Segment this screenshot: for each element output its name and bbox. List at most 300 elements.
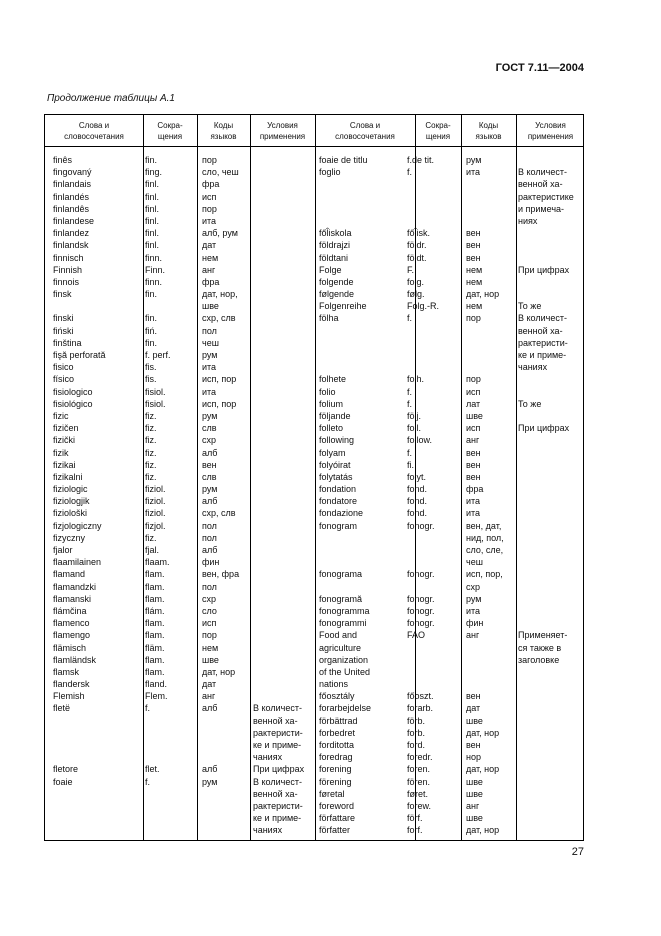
table-cell: flamsk — [53, 666, 80, 677]
table-cell: fond. — [407, 496, 428, 507]
table-cell: flamand — [53, 569, 86, 580]
table-cell: flaam. — [145, 557, 170, 568]
table-cell: и примеча- — [518, 203, 565, 214]
table-cell: Применяет- — [518, 630, 568, 641]
table-row — [45, 227, 583, 239]
table-row — [45, 239, 583, 251]
table-cell: ке и приме- — [253, 740, 302, 750]
table-cell: fonogr. — [407, 618, 435, 629]
table-cell: fizik — [53, 447, 69, 458]
table-cell: f. — [407, 313, 413, 324]
table-cell: пор — [202, 155, 217, 165]
table-cell: анг — [466, 630, 480, 641]
table-cell: flam. — [145, 569, 165, 580]
table-cell: исп, пор, — [466, 569, 503, 580]
table-cell: flandersk — [53, 679, 90, 690]
table-cell: forew. — [407, 800, 432, 811]
table-cell: foll. — [407, 423, 422, 434]
table-row — [45, 666, 583, 678]
table-cell: földtani — [319, 252, 349, 263]
table-cell: fin. — [145, 155, 158, 165]
standard-number: ГОСТ 7.11—2004 — [495, 62, 584, 74]
table-row — [45, 312, 583, 324]
table-row — [45, 702, 583, 714]
table-cell: forarb. — [407, 703, 434, 714]
table-cell: исп — [466, 386, 481, 397]
table-cell: finl. — [145, 240, 160, 251]
table-cell: fletore — [53, 764, 79, 775]
table-cell: fond. — [407, 484, 428, 495]
table-cell: fond. — [407, 508, 428, 519]
table-cell: чеш — [466, 557, 483, 568]
table-cell: finlandais — [53, 179, 92, 190]
table-row — [45, 605, 583, 617]
table-cell: fől̂iskola — [319, 228, 352, 239]
table-cell: дат, нор, — [202, 289, 238, 300]
table-cell: fonogram — [319, 520, 358, 531]
table-cell: flaamilainen — [53, 557, 102, 568]
table-cell: f. — [407, 447, 413, 458]
table-cell: fiziologic — [53, 484, 88, 495]
table-cell: forbedret — [319, 727, 356, 738]
table-cell: fonograma — [319, 569, 363, 580]
table-cell: fizyczny — [53, 532, 86, 543]
table-cell: вен — [466, 740, 481, 750]
table-cell: пол — [202, 532, 217, 543]
table-cell: flam. — [145, 593, 165, 604]
table-cell: finlandês — [53, 203, 90, 214]
table-cell: алб — [202, 447, 218, 458]
table-row — [45, 568, 583, 580]
table-cell: fi. — [407, 459, 415, 470]
table-cell: follow. — [407, 435, 433, 446]
table-cell: foredr. — [407, 752, 433, 763]
table-row — [45, 178, 583, 190]
table-cell: дат — [466, 703, 481, 714]
table-cell: fiński — [53, 325, 74, 336]
table-cell: ита — [466, 508, 481, 519]
table-cell: лат — [466, 398, 481, 409]
table-cell: fölha — [319, 313, 339, 324]
table-cell: fiz. — [145, 459, 157, 470]
table-cell: finlandsk — [53, 240, 89, 251]
table-row — [45, 337, 583, 349]
table-cell: исп — [202, 618, 217, 629]
table-cell: вен — [466, 228, 481, 239]
table-cell: В количест- — [253, 776, 302, 787]
table-cell: нем — [466, 301, 483, 312]
table-cell: förf. — [407, 813, 423, 824]
table-cell: вен — [466, 471, 481, 482]
table-cell: Folge — [319, 264, 342, 275]
table-cell: Flem. — [145, 691, 168, 702]
table-cell: foreword — [319, 800, 355, 811]
table-cell: foaie — [53, 776, 73, 787]
table-cell: схр — [202, 593, 217, 604]
table-cell: fizičen — [53, 423, 79, 434]
table-cell: анг — [202, 691, 216, 702]
table-cell: forening — [319, 764, 352, 775]
table-row — [45, 654, 583, 666]
table-cell: При цифрах — [253, 764, 305, 775]
table-cell: ита — [202, 215, 217, 226]
table-cell: шве — [466, 788, 483, 799]
table-cell: f. — [145, 703, 151, 714]
table-cell: fizikalni — [53, 471, 83, 482]
table-cell: folh. — [407, 374, 425, 385]
table-cell: finnisch — [53, 252, 84, 263]
table-cell: рум — [202, 484, 218, 495]
column-divider — [415, 115, 416, 840]
column-header: Коды языков — [210, 121, 237, 141]
table-cell: foren. — [407, 764, 431, 775]
table-cell: fől̂isk. — [407, 228, 431, 239]
table-cell: fisiol. — [145, 386, 166, 397]
table-cell: fis. — [145, 374, 157, 385]
table-cell: шве — [466, 715, 483, 726]
table-cell: fiziol. — [145, 508, 166, 519]
column-header: Коды языков — [475, 121, 502, 141]
table-cell: flámčina — [53, 605, 87, 616]
table-cell: алб — [202, 545, 218, 555]
table-row — [45, 788, 583, 800]
table-cell: Finn. — [145, 264, 166, 275]
table-cell: вен — [466, 240, 481, 251]
table-row — [45, 373, 583, 385]
table-cell: вен, фра — [202, 569, 240, 580]
table-row — [45, 776, 583, 788]
table-cell: В количест- — [518, 167, 567, 178]
table-cell: ке и приме- — [253, 813, 302, 824]
table-cell: фин — [466, 618, 484, 629]
table-cell: fiziološki — [53, 508, 88, 519]
table-cell: fin. — [145, 313, 158, 324]
table-row — [45, 690, 583, 702]
table-cell: схр, слв — [202, 313, 236, 324]
table-cell: рум — [202, 350, 218, 360]
table-cell: finl. — [145, 191, 160, 202]
table-cell: flamländsk — [53, 654, 97, 665]
table-cell: foredrag — [319, 752, 353, 763]
table-cell: В количест- — [518, 313, 567, 324]
table-cell: finlandese — [53, 215, 95, 226]
table-row — [45, 507, 583, 519]
table-cell: алб, рум — [202, 228, 238, 239]
table-cell: folg. — [407, 276, 425, 287]
column-header: Сокра- щения — [425, 121, 451, 141]
table-cell: följande — [319, 410, 351, 421]
table-row — [45, 288, 583, 300]
table-cell: дат — [202, 679, 217, 690]
column-divider — [250, 115, 251, 840]
table-cell: fisiológico — [53, 398, 93, 409]
table-cell: дат, нор — [466, 825, 500, 836]
table-cell: рум — [202, 776, 218, 787]
table-row — [45, 678, 583, 690]
table-cell: фра — [202, 276, 220, 287]
table-cell: Folgenreihe — [319, 301, 367, 312]
table-cell: főoszt. — [407, 691, 434, 702]
table-cell: ита — [202, 362, 217, 373]
table-cell: f. — [145, 776, 151, 787]
table-cell: анг — [466, 435, 480, 446]
table-cell: вен — [466, 691, 481, 702]
table-cell: вен, дат, — [466, 520, 502, 531]
table-cell: f. perf. — [145, 350, 171, 360]
table-cell: вен — [466, 252, 481, 263]
table-cell: fondation — [319, 484, 357, 495]
table-cell: folytatás — [319, 471, 353, 482]
table-cell: нем — [466, 276, 483, 287]
table-cell: рум — [202, 410, 218, 421]
table-cell: fin. — [145, 289, 158, 300]
table-cell: исп, пор — [202, 398, 237, 409]
table-cell: fizjol. — [145, 520, 166, 531]
table-cell: FAO — [407, 630, 426, 641]
abbreviations-table — [44, 114, 584, 841]
table-cell: f.de tit. — [407, 155, 435, 165]
table-cell: fing. — [145, 167, 163, 178]
table-cell: finn. — [145, 252, 163, 263]
table-cell: fonogr. — [407, 520, 435, 531]
table-cell: f. — [407, 398, 413, 409]
table-cell: ита — [466, 496, 481, 507]
table-cell: fisiologico — [53, 386, 93, 397]
table-continuation-caption: Продолжение таблицы А.1 — [47, 93, 175, 104]
table-cell: чаниях — [253, 825, 283, 836]
table-row — [45, 495, 583, 507]
table-cell: нем — [466, 264, 483, 275]
table-cell: дат, нор — [466, 727, 500, 738]
table-row — [45, 617, 583, 629]
table-row — [45, 154, 583, 166]
table-cell: fiz. — [145, 410, 157, 421]
table-row — [45, 581, 583, 593]
table-row — [45, 398, 583, 410]
table-cell: flamenco — [53, 618, 90, 629]
table-cell: Food and — [319, 630, 358, 641]
table-cell: исп — [466, 423, 481, 434]
table-row — [45, 325, 583, 337]
table-cell: нор — [466, 752, 481, 763]
table-cell: ford. — [407, 740, 426, 750]
table-cell: нид, пол, — [466, 532, 504, 543]
table-cell: förening — [319, 776, 352, 787]
table-row — [45, 203, 583, 215]
table-cell: finl. — [145, 179, 160, 190]
table-row — [45, 264, 583, 276]
table-cell: följ. — [407, 410, 422, 421]
table-cell: folhete — [319, 374, 347, 385]
column-header: Слова и словосочетания — [64, 121, 124, 141]
table-cell: fiz. — [145, 471, 157, 482]
column-divider — [461, 115, 462, 840]
table-cell: сло, сле, — [466, 545, 504, 555]
table-cell: fizički — [53, 435, 75, 446]
table-cell: fişă perforată — [53, 350, 106, 360]
table-cell: fiń. — [145, 325, 158, 336]
table-cell: finl. — [145, 215, 160, 226]
table-row — [45, 812, 583, 824]
table-cell: вен — [466, 447, 481, 458]
table-row — [45, 410, 583, 422]
table-cell: folleto — [319, 423, 344, 434]
table-cell: f. — [407, 167, 413, 178]
table-row — [45, 422, 583, 434]
table-cell: fondazione — [319, 508, 364, 519]
table-cell: венной ха- — [253, 788, 298, 799]
table-cell: шве — [466, 410, 483, 421]
table-row — [45, 520, 583, 532]
table-cell: В количест- — [253, 703, 302, 714]
table-cell: дат, нор — [466, 764, 500, 775]
table-cell: fondatore — [319, 496, 358, 507]
column-divider — [516, 115, 517, 840]
table-cell: fiziologjik — [53, 496, 90, 507]
table-cell: дат, нор — [202, 666, 236, 677]
column-divider — [197, 115, 198, 840]
table-cell: сло, чеш — [202, 167, 239, 178]
table-row — [45, 459, 583, 471]
table-cell: ся также в — [518, 642, 562, 653]
table-cell: шве — [466, 813, 483, 824]
column-header: Условия применения — [527, 121, 574, 141]
table-cell: То же — [518, 398, 542, 409]
table-cell: То же — [518, 301, 542, 312]
table-row — [45, 727, 583, 739]
table-cell: алб — [202, 703, 218, 714]
table-cell: fjal. — [145, 545, 160, 555]
table-cell: ита — [466, 605, 481, 616]
table-cell: fiziol. — [145, 484, 166, 495]
table-cell: finl. — [145, 228, 160, 239]
table-cell: пор — [466, 313, 481, 324]
table-cell: нем — [202, 642, 219, 653]
table-cell: ке и приме- — [518, 350, 567, 360]
table-cell: folgende — [319, 276, 354, 287]
table-cell: flamandzki — [53, 581, 97, 592]
table-cell: fiz. — [145, 435, 157, 446]
table-row — [45, 447, 583, 459]
table-cell: чаниях — [518, 362, 548, 373]
table-row — [45, 532, 583, 544]
table-cell: finsk — [53, 289, 72, 300]
table-row — [45, 349, 583, 361]
table-cell: венной ха- — [518, 325, 563, 336]
table-cell: fis. — [145, 362, 157, 373]
table-cell: flam. — [145, 618, 165, 629]
table-cell: fiziol. — [145, 496, 166, 507]
table-cell: författare — [319, 813, 356, 824]
table-cell: пор — [202, 203, 217, 214]
table-cell: főosztály — [319, 691, 355, 702]
table-cell: finês — [53, 155, 73, 165]
table-cell: анг — [466, 800, 480, 811]
table-cell: fonogrammi — [319, 618, 367, 629]
table-cell: following — [319, 435, 355, 446]
table-cell: físico — [53, 374, 75, 385]
table-cell: ита — [202, 386, 217, 397]
header-divider — [45, 146, 583, 147]
table-cell: fiz. — [145, 447, 157, 458]
table-cell: flamanski — [53, 593, 92, 604]
table-cell: fisiol. — [145, 398, 166, 409]
table-cell: förb. — [407, 715, 426, 726]
table-cell: földrajzi — [319, 240, 351, 251]
column-header: Слова и словосочетания — [335, 121, 395, 141]
table-row — [45, 556, 583, 568]
table-cell: пор — [466, 374, 481, 385]
table-cell: заголовке — [518, 654, 560, 665]
table-cell: fizic — [53, 410, 69, 421]
table-cell: føret. — [407, 788, 429, 799]
table-cell: алб — [202, 764, 218, 775]
table-cell: рактеристи- — [253, 800, 303, 811]
table-cell: шве — [202, 301, 219, 312]
table-cell: рактеристике — [518, 191, 574, 202]
table-cell: føretal — [319, 788, 345, 799]
table-cell: При цифрах — [518, 423, 570, 434]
table-row — [45, 252, 583, 264]
table-cell: чеш — [202, 337, 219, 348]
table-cell: пол — [202, 325, 217, 336]
table-cell: слв — [202, 423, 217, 434]
table-cell: finn. — [145, 276, 163, 287]
table-cell: fonogr. — [407, 569, 435, 580]
table-cell: схр — [202, 435, 217, 446]
table-cell: flám. — [145, 605, 165, 616]
table-cell: анг — [202, 264, 216, 275]
table-cell: fiz. — [145, 532, 157, 543]
table-cell: рактеристи- — [253, 727, 303, 738]
table-cell: forarbejdelse — [319, 703, 372, 714]
table-cell: fonogramă — [319, 593, 363, 604]
table-row — [45, 300, 583, 312]
table-cell: folium — [319, 398, 344, 409]
table-cell: пол — [202, 581, 217, 592]
table-cell: forb. — [407, 727, 426, 738]
table-cell: folio — [319, 386, 336, 397]
table-cell: F. — [407, 264, 415, 275]
table-cell: фра — [466, 484, 484, 495]
table-cell: Flemish — [53, 691, 85, 702]
table-cell: fin. — [145, 337, 158, 348]
table-cell: дат — [202, 240, 217, 251]
table-cell: forditotta — [319, 740, 355, 750]
column-divider — [315, 115, 316, 840]
table-cell: fonogramma — [319, 605, 370, 616]
table-cell: fisico — [53, 362, 74, 373]
table-cell: фин — [202, 557, 220, 568]
table-cell: Folg.-R. — [407, 301, 440, 312]
table-cell: finlandez — [53, 228, 90, 239]
table-row — [45, 824, 583, 836]
table-cell: földt. — [407, 252, 427, 263]
page-number: 27 — [571, 846, 584, 858]
table-cell: При цифрах — [518, 264, 570, 275]
table-row — [45, 166, 583, 178]
table-row — [45, 629, 583, 641]
table-cell: organization — [319, 654, 369, 665]
table-row — [45, 471, 583, 483]
table-body — [45, 154, 583, 837]
table-cell: fören. — [407, 776, 431, 787]
table-cell: of the United — [319, 666, 371, 677]
table-cell: folyóirat — [319, 459, 351, 470]
table-cell: fläm. — [145, 642, 165, 653]
table-cell: fingovaný — [53, 167, 92, 178]
table-cell: finština — [53, 337, 82, 348]
